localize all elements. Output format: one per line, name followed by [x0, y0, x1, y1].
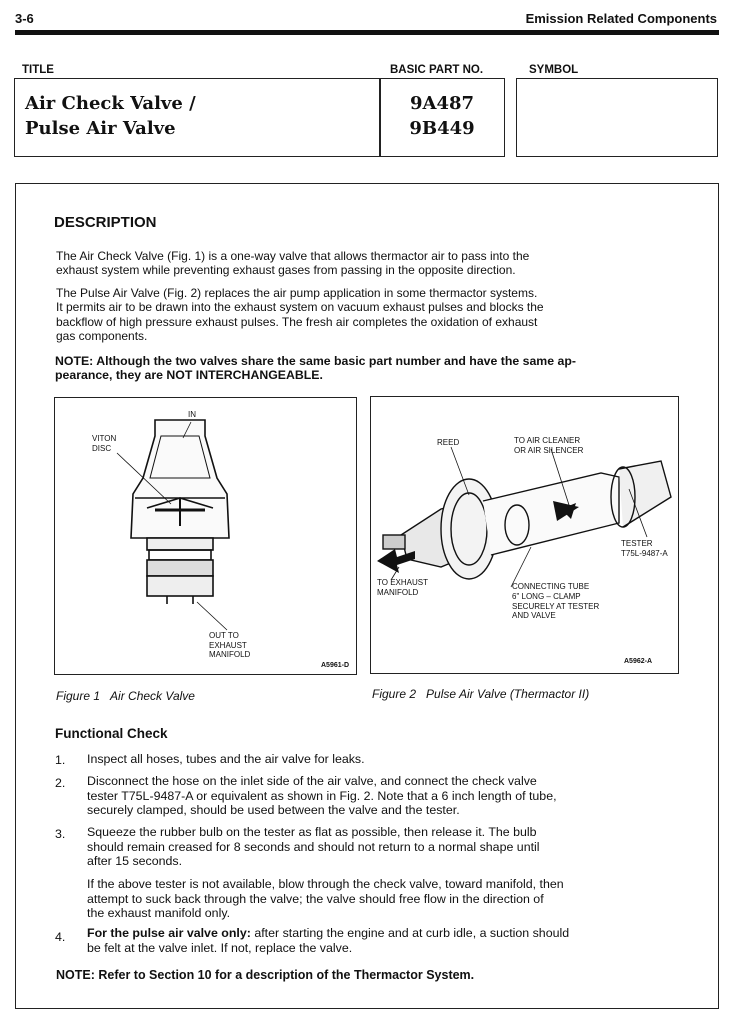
label-line: EXHAUST [209, 640, 247, 650]
text-line: Disconnect the hose on the inlet side of the air valve, and connect the check valve [87, 774, 537, 788]
label-line: AND VALVE [512, 611, 556, 621]
figure-1-air-check-valve [54, 397, 357, 675]
symbol-box [516, 78, 718, 157]
label-line: TO AIR CLEANER [514, 436, 581, 445]
figure-2-code: A5962-A [624, 658, 653, 665]
functional-check-heading: Functional Check [55, 726, 168, 741]
text-line: backflow of high pressure exhaust pulses. The fresh air completes the oxidation of exhaust [56, 314, 538, 329]
part-label: BASIC PART NO. [390, 64, 484, 76]
text-line: after 15 seconds. [87, 854, 183, 868]
description-heading: DESCRIPTION [54, 214, 157, 231]
label-out-to-exhaust [209, 631, 250, 660]
label-in: IN [188, 410, 196, 419]
label-line: T75L-9487-A [621, 549, 668, 558]
label-line: TESTER [621, 539, 653, 548]
text-line: The Pulse Air Valve (Fig. 2) replaces the air pump application in some thermactor systems. [56, 286, 538, 300]
text-line: The Air Check Valve (Fig. 1) is a one-way valve that allows thermactor air to pass into the [56, 249, 530, 263]
page-number: 3-6 [15, 11, 34, 26]
caption-number: Figure 1 [56, 689, 101, 703]
thermactor-note: NOTE: Refer to Section 10 for a description of the Thermactor System. [56, 968, 475, 982]
figure-2-caption [372, 687, 589, 701]
section-title: Emission Related Components [525, 11, 717, 26]
text-line: attempt to suck back through the valve; the valve should free flow in the direction of [87, 891, 544, 906]
label-line: VITON [92, 434, 117, 443]
title-box [14, 78, 381, 157]
text-line: NOTE: Although the two valves share the same basic part number and have the same ap- [55, 354, 576, 368]
text-line: securely clamped, should be used between the valve and the tester. [87, 803, 460, 817]
step-4-emphasis: For the pulse air valve only: [87, 926, 251, 940]
text-line: pearance, they are NOT INTERCHANGEABLE. [55, 368, 323, 383]
step-2-number: 2. [55, 776, 66, 790]
label-line: MANIFOLD [377, 588, 419, 597]
step-4-rest: after starting the engine and at curb idle, a suction should [250, 926, 570, 940]
title-label: TITLE [22, 64, 54, 76]
label-viton-disc [92, 434, 116, 454]
label-line: SECURELY AT TESTER [512, 601, 600, 611]
label-line: DISC [92, 444, 112, 453]
label-reed: REED [437, 438, 460, 447]
part-number-box [379, 78, 505, 157]
text-line [87, 926, 569, 941]
step-4-text [87, 926, 569, 955]
caption-number: Figure 2 [372, 687, 417, 701]
part-number-2: 9B449 [409, 118, 475, 139]
symbol-label: SYMBOL [529, 64, 579, 76]
figure-1-caption [56, 689, 195, 703]
label-line: OUT TO [209, 631, 239, 640]
text-line: exhaust system while preventing exhaust gases from passing in the opposite direction. [56, 263, 516, 278]
part-number-1: 9A487 [409, 93, 475, 114]
label-line: CONNECTING TUBE [512, 582, 590, 591]
label-line: TO EXHAUST [377, 578, 428, 587]
text-line: tester T75L-9487-A or equivalent as shown in Fig. 2. Note that a 6 inch length of tube, [87, 788, 557, 803]
text-line: be felt at the valve inlet. If not, replace the valve. [87, 940, 353, 955]
label-tester [621, 539, 668, 559]
title-line-1: Air Check Valve / [25, 93, 196, 114]
header-rule [15, 30, 719, 35]
label-line: MANIFOLD [209, 650, 251, 659]
text-line: If the above tester is not available, blow through the check valve, toward manifold, then [87, 877, 564, 891]
figure-1-code: A5961-D [321, 662, 350, 669]
step-3-alternative-text [87, 877, 564, 921]
text-line: Squeeze the rubber bulb on the tester as flat as possible, then release it. The bulb [87, 825, 537, 839]
caption-title: Air Check Valve [110, 689, 195, 703]
interchange-note [55, 354, 576, 383]
step-3-number: 3. [55, 827, 66, 841]
text-line: gas components. [56, 328, 148, 343]
title-line-2: Pulse Air Valve [25, 118, 176, 139]
label-line: OR AIR SILENCER [514, 446, 584, 455]
step-3-text [87, 825, 540, 869]
step-4-number: 4. [55, 930, 66, 944]
label-to-air-cleaner [514, 436, 583, 456]
step-1-number: 1. [55, 753, 66, 767]
text-line: should remain creased for 8 seconds and should not return to a normal shape until [87, 839, 540, 854]
description-para-1 [56, 249, 529, 278]
label-to-exhaust-manifold [377, 578, 428, 598]
text-line: the exhaust manifold only. [87, 906, 231, 920]
text-line: It permits air to be drawn into the exhaust system on vacuum exhaust pulses and blocks the [56, 300, 544, 315]
label-line: 6" LONG – CLAMP [512, 591, 581, 601]
step-2-text [87, 774, 557, 818]
step-1-text: Inspect all hoses, tubes and the air valve for leaks. [87, 752, 365, 766]
label-connecting-tube [512, 582, 599, 621]
figure-2-pulse-air-valve [370, 396, 679, 674]
description-para-2 [56, 286, 544, 343]
caption-title: Pulse Air Valve (Thermactor II) [426, 687, 590, 701]
